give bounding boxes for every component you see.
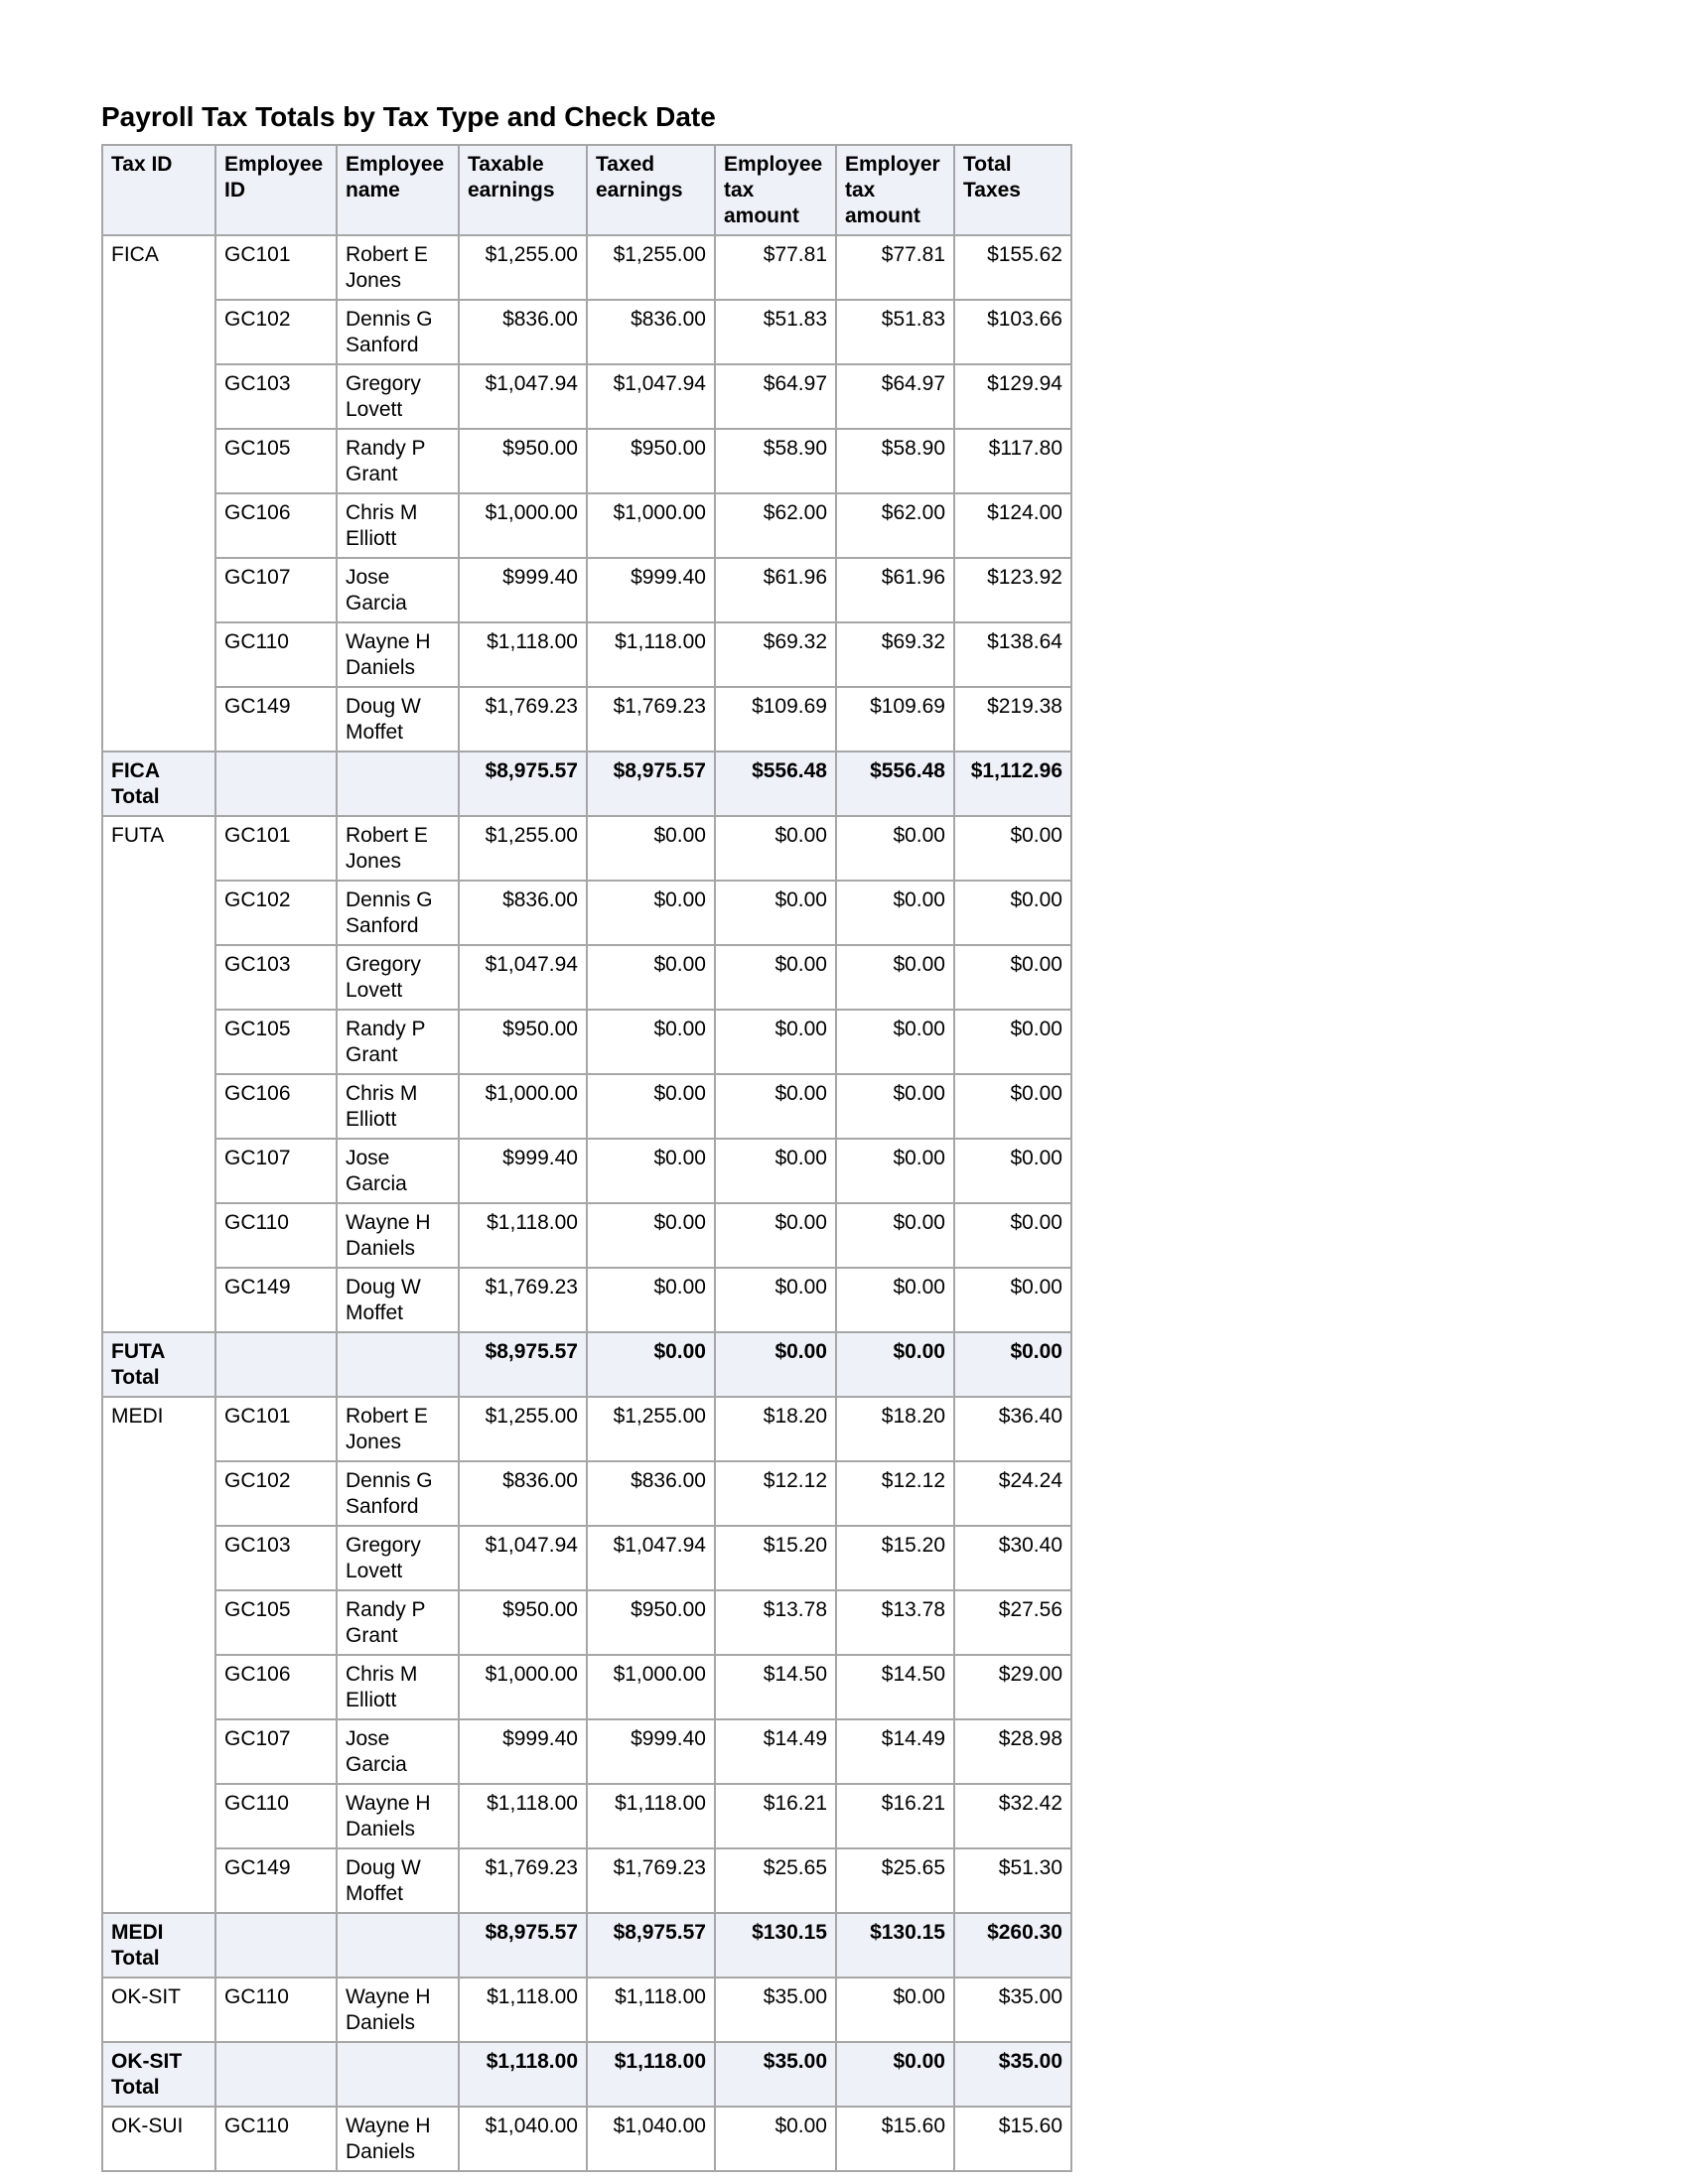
employer-tax-cell: $13.78 <box>836 1590 954 1655</box>
taxed-earnings-cell: $1,118.00 <box>587 1978 715 2042</box>
employee-name-cell: Dennis G Sanford <box>337 881 459 945</box>
taxable-earnings-cell: $1,118.00 <box>459 1978 587 2042</box>
taxable-earnings-cell: $950.00 <box>459 429 587 493</box>
taxed-earnings-cell: $1,000.00 <box>587 493 715 558</box>
taxable-earnings-cell: $999.40 <box>459 1139 587 1203</box>
employee-id-cell: GC102 <box>215 300 337 364</box>
employee-name-cell: Randy P Grant <box>337 1010 459 1074</box>
total-taxed-earnings-cell: $0.00 <box>587 1332 715 1397</box>
taxed-earnings-cell: $1,769.23 <box>587 1848 715 1913</box>
total-total-taxes-cell: $0.00 <box>954 1332 1071 1397</box>
total-employee-tax-cell: $35.00 <box>715 2042 836 2107</box>
employee-name-cell: Randy P Grant <box>337 429 459 493</box>
total-employer-tax-cell: $130.15 <box>836 1913 954 1978</box>
employee-tax-cell: $0.00 <box>715 816 836 881</box>
employee-id-cell: GC101 <box>215 235 337 300</box>
column-header-employee-id: Employee ID <box>215 145 337 235</box>
table-row <box>102 1139 1071 1203</box>
employer-tax-cell: $15.20 <box>836 1526 954 1590</box>
table-row <box>102 300 1071 364</box>
employee-name-cell: Wayne H Daniels <box>337 2107 459 2171</box>
table-row <box>102 687 1071 751</box>
taxable-earnings-cell: $1,118.00 <box>459 1784 587 1848</box>
page-title: Payroll Tax Totals by Tax Type and Check Date <box>101 101 716 132</box>
taxed-earnings-cell: $950.00 <box>587 1590 715 1655</box>
table-row <box>102 364 1071 429</box>
employee-tax-cell: $25.65 <box>715 1848 836 1913</box>
empty-cell <box>215 1332 337 1397</box>
table-row <box>102 429 1071 493</box>
table-row <box>102 1203 1071 1268</box>
employer-tax-cell: $0.00 <box>836 1139 954 1203</box>
taxed-earnings-cell: $950.00 <box>587 429 715 493</box>
taxed-earnings-cell: $0.00 <box>587 945 715 1010</box>
employee-tax-cell: $0.00 <box>715 2107 836 2171</box>
employee-id-cell: GC106 <box>215 1074 337 1139</box>
total-taxes-cell: $0.00 <box>954 1139 1071 1203</box>
employee-id-cell: GC103 <box>215 1526 337 1590</box>
taxable-earnings-cell: $1,118.00 <box>459 1203 587 1268</box>
column-header-taxable-earnings: Taxable earnings <box>459 145 587 235</box>
total-taxes-cell: $28.98 <box>954 1719 1071 1784</box>
column-header-taxed-earnings: Taxed earnings <box>587 145 715 235</box>
employee-tax-cell: $77.81 <box>715 235 836 300</box>
group-total-label: MEDI Total <box>102 1913 215 1978</box>
total-employee-tax-cell: $0.00 <box>715 1332 836 1397</box>
employee-tax-cell: $69.32 <box>715 622 836 687</box>
total-taxes-cell: $0.00 <box>954 881 1071 945</box>
table-row <box>102 1978 1071 2042</box>
taxable-earnings-cell: $1,769.23 <box>459 1268 587 1332</box>
total-taxable-earnings-cell: $8,975.57 <box>459 751 587 816</box>
total-total-taxes-cell: $35.00 <box>954 2042 1071 2107</box>
table-row <box>102 1074 1071 1139</box>
employee-tax-cell: $64.97 <box>715 364 836 429</box>
employer-tax-cell: $0.00 <box>836 816 954 881</box>
employee-name-cell: Jose Garcia <box>337 1719 459 1784</box>
total-taxes-cell: $117.80 <box>954 429 1071 493</box>
employee-id-cell: GC102 <box>215 1461 337 1526</box>
employee-tax-cell: $35.00 <box>715 1978 836 2042</box>
taxed-earnings-cell: $1,255.00 <box>587 235 715 300</box>
total-taxes-cell: $24.24 <box>954 1461 1071 1526</box>
total-taxed-earnings-cell: $1,118.00 <box>587 2042 715 2107</box>
employee-tax-cell: $0.00 <box>715 1268 836 1332</box>
total-employer-tax-cell: $0.00 <box>836 1332 954 1397</box>
total-taxable-earnings-cell: $8,975.57 <box>459 1332 587 1397</box>
group-total-row <box>102 1913 1071 1978</box>
group-total-row <box>102 2042 1071 2107</box>
employee-tax-cell: $58.90 <box>715 429 836 493</box>
table-row <box>102 1784 1071 1848</box>
employee-id-cell: GC149 <box>215 1268 337 1332</box>
table-row <box>102 945 1071 1010</box>
table-row <box>102 2107 1071 2171</box>
total-taxes-cell: $30.40 <box>954 1526 1071 1590</box>
employee-tax-cell: $15.20 <box>715 1526 836 1590</box>
payroll-tax-table <box>101 144 1072 2172</box>
taxed-earnings-cell: $0.00 <box>587 881 715 945</box>
employee-name-cell: Robert E Jones <box>337 235 459 300</box>
table-row <box>102 493 1071 558</box>
employee-name-cell: Wayne H Daniels <box>337 1203 459 1268</box>
employee-id-cell: GC107 <box>215 1719 337 1784</box>
employer-tax-cell: $0.00 <box>836 1978 954 2042</box>
table-row <box>102 1526 1071 1590</box>
taxable-earnings-cell: $1,040.00 <box>459 2107 587 2171</box>
taxable-earnings-cell: $1,769.23 <box>459 687 587 751</box>
employee-name-cell: Chris M Elliott <box>337 1655 459 1719</box>
employer-tax-cell: $69.32 <box>836 622 954 687</box>
table-row <box>102 1590 1071 1655</box>
taxable-earnings-cell: $950.00 <box>459 1590 587 1655</box>
employer-tax-cell: $0.00 <box>836 1074 954 1139</box>
taxable-earnings-cell: $1,769.23 <box>459 1848 587 1913</box>
employer-tax-cell: $0.00 <box>836 1268 954 1332</box>
tax-id-cell: OK-SUI <box>102 2107 215 2171</box>
column-header-employee-name: Employee name <box>337 145 459 235</box>
total-taxes-cell: $35.00 <box>954 1978 1071 2042</box>
employee-name-cell: Doug W Moffet <box>337 687 459 751</box>
total-taxes-cell: $129.94 <box>954 364 1071 429</box>
employee-id-cell: GC149 <box>215 687 337 751</box>
employee-id-cell: GC101 <box>215 816 337 881</box>
group-total-label: FICA Total <box>102 751 215 816</box>
total-taxes-cell: $0.00 <box>954 1010 1071 1074</box>
taxed-earnings-cell: $1,040.00 <box>587 2107 715 2171</box>
employer-tax-cell: $77.81 <box>836 235 954 300</box>
employee-name-cell: Chris M Elliott <box>337 493 459 558</box>
table-row <box>102 881 1071 945</box>
employee-id-cell: GC110 <box>215 1978 337 2042</box>
taxed-earnings-cell: $1,769.23 <box>587 687 715 751</box>
employee-name-cell: Randy P Grant <box>337 1590 459 1655</box>
table-row <box>102 558 1071 622</box>
employer-tax-cell: $58.90 <box>836 429 954 493</box>
taxable-earnings-cell: $1,047.94 <box>459 364 587 429</box>
employee-name-cell: Jose Garcia <box>337 558 459 622</box>
employee-id-cell: GC107 <box>215 558 337 622</box>
employee-name-cell: Gregory Lovett <box>337 364 459 429</box>
employee-id-cell: GC105 <box>215 1590 337 1655</box>
employee-name-cell: Jose Garcia <box>337 1139 459 1203</box>
taxable-earnings-cell: $950.00 <box>459 1010 587 1074</box>
table-row <box>102 1010 1071 1074</box>
employee-tax-cell: $62.00 <box>715 493 836 558</box>
employee-tax-cell: $18.20 <box>715 1397 836 1461</box>
taxed-earnings-cell: $0.00 <box>587 816 715 881</box>
total-taxes-cell: $124.00 <box>954 493 1071 558</box>
empty-cell <box>215 751 337 816</box>
empty-cell <box>337 2042 459 2107</box>
table-row <box>102 816 1071 881</box>
employee-tax-cell: $14.50 <box>715 1655 836 1719</box>
taxed-earnings-cell: $1,047.94 <box>587 364 715 429</box>
employee-tax-cell: $16.21 <box>715 1784 836 1848</box>
group-total-label: FUTA Total <box>102 1332 215 1397</box>
taxable-earnings-cell: $1,255.00 <box>459 816 587 881</box>
taxed-earnings-cell: $999.40 <box>587 1719 715 1784</box>
table-row <box>102 1655 1071 1719</box>
taxed-earnings-cell: $836.00 <box>587 1461 715 1526</box>
employee-name-cell: Chris M Elliott <box>337 1074 459 1139</box>
taxable-earnings-cell: $1,047.94 <box>459 945 587 1010</box>
total-taxes-cell: $0.00 <box>954 1203 1071 1268</box>
employee-tax-cell: $0.00 <box>715 1203 836 1268</box>
employee-id-cell: GC107 <box>215 1139 337 1203</box>
employee-tax-cell: $0.00 <box>715 1010 836 1074</box>
total-taxes-cell: $138.64 <box>954 622 1071 687</box>
total-total-taxes-cell: $1,112.96 <box>954 751 1071 816</box>
employee-tax-cell: $0.00 <box>715 1139 836 1203</box>
taxed-earnings-cell: $1,118.00 <box>587 1784 715 1848</box>
total-taxes-cell: $15.60 <box>954 2107 1071 2171</box>
employer-tax-cell: $0.00 <box>836 945 954 1010</box>
employee-tax-cell: $0.00 <box>715 1074 836 1139</box>
taxed-earnings-cell: $0.00 <box>587 1074 715 1139</box>
employee-id-cell: GC105 <box>215 429 337 493</box>
employer-tax-cell: $18.20 <box>836 1397 954 1461</box>
total-taxable-earnings-cell: $8,975.57 <box>459 1913 587 1978</box>
employee-tax-cell: $0.00 <box>715 945 836 1010</box>
employee-id-cell: GC102 <box>215 881 337 945</box>
taxable-earnings-cell: $836.00 <box>459 1461 587 1526</box>
taxable-earnings-cell: $1,000.00 <box>459 1655 587 1719</box>
employee-tax-cell: $51.83 <box>715 300 836 364</box>
employer-tax-cell: $64.97 <box>836 364 954 429</box>
employee-name-cell: Dennis G Sanford <box>337 1461 459 1526</box>
total-taxes-cell: $219.38 <box>954 687 1071 751</box>
taxed-earnings-cell: $999.40 <box>587 558 715 622</box>
employee-tax-cell: $13.78 <box>715 1590 836 1655</box>
empty-cell <box>215 2042 337 2107</box>
employee-name-cell: Gregory Lovett <box>337 945 459 1010</box>
employee-id-cell: GC110 <box>215 1784 337 1848</box>
taxable-earnings-cell: $836.00 <box>459 300 587 364</box>
total-taxes-cell: $32.42 <box>954 1784 1071 1848</box>
total-taxes-cell: $51.30 <box>954 1848 1071 1913</box>
employee-tax-cell: $61.96 <box>715 558 836 622</box>
employer-tax-cell: $25.65 <box>836 1848 954 1913</box>
taxable-earnings-cell: $1,047.94 <box>459 1526 587 1590</box>
taxed-earnings-cell: $1,000.00 <box>587 1655 715 1719</box>
table-body <box>102 235 1071 2171</box>
total-taxes-cell: $123.92 <box>954 558 1071 622</box>
total-employer-tax-cell: $556.48 <box>836 751 954 816</box>
table-row <box>102 1848 1071 1913</box>
employee-name-cell: Wayne H Daniels <box>337 1784 459 1848</box>
table-row <box>102 1397 1071 1461</box>
employee-name-cell: Wayne H Daniels <box>337 1978 459 2042</box>
total-taxes-cell: $29.00 <box>954 1655 1071 1719</box>
employee-id-cell: GC103 <box>215 945 337 1010</box>
total-taxes-cell: $36.40 <box>954 1397 1071 1461</box>
table-row <box>102 1268 1071 1332</box>
taxable-earnings-cell: $999.40 <box>459 558 587 622</box>
employee-id-cell: GC105 <box>215 1010 337 1074</box>
table-row <box>102 1719 1071 1784</box>
taxable-earnings-cell: $1,000.00 <box>459 1074 587 1139</box>
employee-name-cell: Robert E Jones <box>337 816 459 881</box>
employer-tax-cell: $0.00 <box>836 1203 954 1268</box>
employee-id-cell: GC106 <box>215 1655 337 1719</box>
table-row <box>102 622 1071 687</box>
column-header-employee-tax-amount: Employee tax amount <box>715 145 836 235</box>
group-total-label: OK-SIT Total <box>102 2042 215 2107</box>
column-header-total-taxes: Total Taxes <box>954 145 1071 235</box>
column-header-employer-tax-amount: Employer tax amount <box>836 145 954 235</box>
taxed-earnings-cell: $1,118.00 <box>587 622 715 687</box>
total-taxed-earnings-cell: $8,975.57 <box>587 751 715 816</box>
total-employee-tax-cell: $556.48 <box>715 751 836 816</box>
total-taxes-cell: $0.00 <box>954 1268 1071 1332</box>
taxed-earnings-cell: $1,047.94 <box>587 1526 715 1590</box>
employer-tax-cell: $16.21 <box>836 1784 954 1848</box>
empty-cell <box>337 751 459 816</box>
total-total-taxes-cell: $260.30 <box>954 1913 1071 1978</box>
employer-tax-cell: $109.69 <box>836 687 954 751</box>
header-row <box>102 145 1071 235</box>
taxed-earnings-cell: $0.00 <box>587 1139 715 1203</box>
table-row <box>102 1461 1071 1526</box>
tax-id-cell: MEDI <box>102 1397 215 1913</box>
employee-tax-cell: $12.12 <box>715 1461 836 1526</box>
taxable-earnings-cell: $836.00 <box>459 881 587 945</box>
employee-name-cell: Doug W Moffet <box>337 1268 459 1332</box>
empty-cell <box>337 1332 459 1397</box>
total-taxes-cell: $0.00 <box>954 1074 1071 1139</box>
taxable-earnings-cell: $1,255.00 <box>459 1397 587 1461</box>
column-header-tax-id: Tax ID <box>102 145 215 235</box>
taxable-earnings-cell: $999.40 <box>459 1719 587 1784</box>
group-total-row <box>102 1332 1071 1397</box>
employer-tax-cell: $14.50 <box>836 1655 954 1719</box>
employee-name-cell: Dennis G Sanford <box>337 300 459 364</box>
employee-id-cell: GC101 <box>215 1397 337 1461</box>
group-total-row <box>102 751 1071 816</box>
employee-tax-cell: $14.49 <box>715 1719 836 1784</box>
taxed-earnings-cell: $0.00 <box>587 1010 715 1074</box>
empty-cell <box>215 1913 337 1978</box>
employer-tax-cell: $0.00 <box>836 1010 954 1074</box>
tax-id-cell: OK-SIT <box>102 1978 215 2042</box>
taxed-earnings-cell: $0.00 <box>587 1203 715 1268</box>
employer-tax-cell: $62.00 <box>836 493 954 558</box>
taxed-earnings-cell: $836.00 <box>587 300 715 364</box>
table-row <box>102 235 1071 300</box>
employer-tax-cell: $14.49 <box>836 1719 954 1784</box>
employee-name-cell: Wayne H Daniels <box>337 622 459 687</box>
employee-id-cell: GC149 <box>215 1848 337 1913</box>
total-taxes-cell: $0.00 <box>954 945 1071 1010</box>
employee-tax-cell: $0.00 <box>715 881 836 945</box>
total-taxes-cell: $0.00 <box>954 816 1071 881</box>
empty-cell <box>337 1913 459 1978</box>
total-taxes-cell: $27.56 <box>954 1590 1071 1655</box>
employee-id-cell: GC106 <box>215 493 337 558</box>
total-taxes-cell: $155.62 <box>954 235 1071 300</box>
employer-tax-cell: $51.83 <box>836 300 954 364</box>
employer-tax-cell: $15.60 <box>836 2107 954 2171</box>
employee-name-cell: Robert E Jones <box>337 1397 459 1461</box>
taxed-earnings-cell: $0.00 <box>587 1268 715 1332</box>
employee-id-cell: GC110 <box>215 1203 337 1268</box>
total-taxes-cell: $103.66 <box>954 300 1071 364</box>
taxed-earnings-cell: $1,255.00 <box>587 1397 715 1461</box>
employee-id-cell: GC103 <box>215 364 337 429</box>
taxable-earnings-cell: $1,118.00 <box>459 622 587 687</box>
employee-id-cell: GC110 <box>215 622 337 687</box>
employee-name-cell: Gregory Lovett <box>337 1526 459 1590</box>
tax-id-cell: FUTA <box>102 816 215 1332</box>
total-employer-tax-cell: $0.00 <box>836 2042 954 2107</box>
total-employee-tax-cell: $130.15 <box>715 1913 836 1978</box>
total-taxed-earnings-cell: $8,975.57 <box>587 1913 715 1978</box>
employee-tax-cell: $109.69 <box>715 687 836 751</box>
total-taxable-earnings-cell: $1,118.00 <box>459 2042 587 2107</box>
taxable-earnings-cell: $1,255.00 <box>459 235 587 300</box>
employee-id-cell: GC110 <box>215 2107 337 2171</box>
tax-id-cell: FICA <box>102 235 215 751</box>
employer-tax-cell: $0.00 <box>836 881 954 945</box>
employer-tax-cell: $61.96 <box>836 558 954 622</box>
employer-tax-cell: $12.12 <box>836 1461 954 1526</box>
employee-name-cell: Doug W Moffet <box>337 1848 459 1913</box>
taxable-earnings-cell: $1,000.00 <box>459 493 587 558</box>
